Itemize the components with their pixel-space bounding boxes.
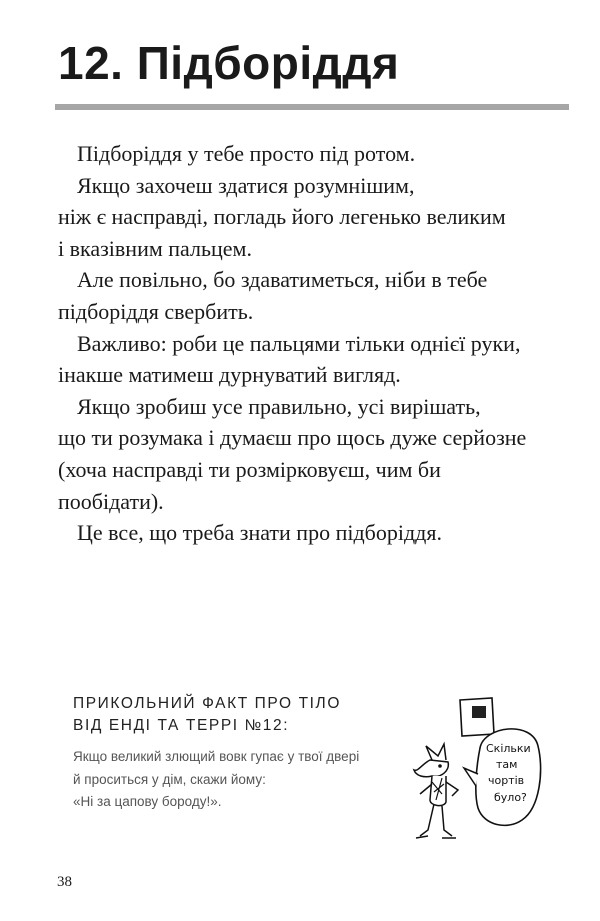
text-line: й проситься у дім, скажи йому:	[73, 771, 266, 787]
text-line: що ти розумака і думаєш про щось дуже серйозне	[58, 425, 527, 451]
text-line: Але повільно, бо здаватиметься, ніби в тебе	[77, 267, 488, 293]
heading-line: ВІД ЕНДІ ТА ТЕРРІ №12:	[73, 717, 290, 734]
text-line: і вказівним пальцем.	[58, 235, 252, 261]
paragraph	[58, 170, 568, 265]
text-line: Якщо зробиш усе правильно, усі вирішать,	[77, 393, 481, 419]
page-number: 38	[57, 874, 72, 890]
fun-fact-text	[73, 746, 393, 814]
paragraph	[58, 328, 568, 391]
text-line: (хоча насправді ти розмірковуєш, чим би	[58, 456, 441, 482]
text-line: інакше матимеш дурнуватий вигляд.	[58, 362, 401, 388]
wolf-figure	[414, 744, 458, 838]
text-line: Якщо захочеш здатися розумнішим,	[77, 172, 415, 198]
paragraph	[58, 517, 568, 549]
text-line: пообідати).	[58, 488, 164, 514]
text-line: Підборіддя у тебе просто під ротом.	[77, 141, 416, 166]
paragraph	[58, 264, 568, 327]
text-line: Якщо великий злющий вовк гупає у твої двері	[73, 749, 360, 764]
text-line: Важливо: роби це пальцями тільки однієї руки,	[77, 330, 521, 356]
title-underline	[55, 104, 569, 110]
fun-fact-heading	[73, 693, 341, 737]
heading-line: ПРИКОЛЬНИЙ ФАКТ ПРО ТІЛО	[73, 695, 341, 712]
wolf-cartoon-illustration	[412, 690, 542, 855]
text-line: Це все, що треба знати про підборіддя.	[77, 520, 442, 546]
bubble-line: Скільки	[486, 742, 531, 755]
paragraph	[58, 138, 568, 170]
text-line: ніж є насправді, погладь його легенько великим	[58, 204, 506, 230]
chapter-body	[58, 138, 568, 549]
bubble-line: було?	[494, 791, 527, 804]
text-line: підборіддя свербить.	[58, 298, 254, 324]
bubble-line: там	[496, 758, 518, 771]
door-window	[472, 706, 486, 718]
chapter-title: 12. Підборіддя	[58, 37, 400, 89]
bubble-line: чортів	[488, 774, 525, 787]
text-line: «Ні за цапову бороду!».	[73, 794, 222, 809]
paragraph	[58, 391, 568, 517]
